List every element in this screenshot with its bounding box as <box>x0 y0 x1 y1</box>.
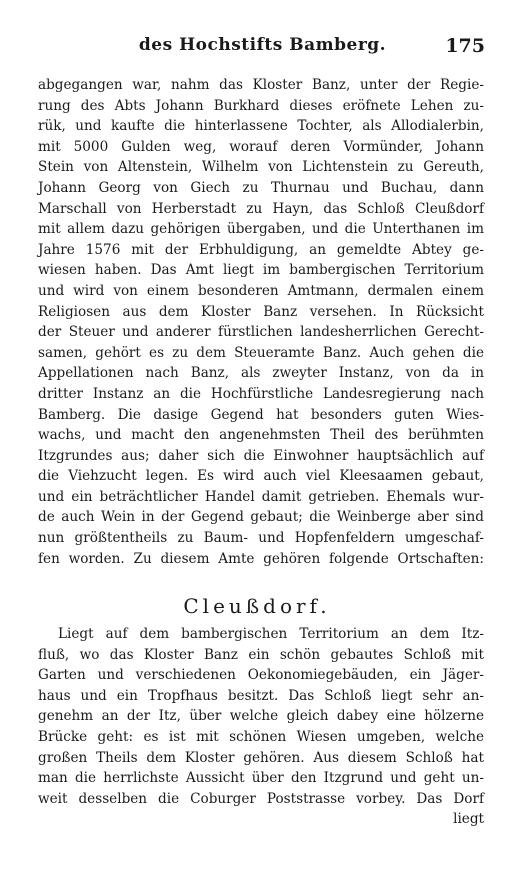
text-line: Liegt auf dem bambergischen Territorium an dem Itz- <box>58 626 484 642</box>
text-line: wiesen haben. Das Amt liegt im bambergischen Territorium <box>38 262 484 279</box>
text-line: großen Theils dem Kloster gehören. Aus diesem Schloß hat <box>38 749 484 766</box>
text-line: Religiosen aus dem Kloster Banz versehen. In Rücksicht <box>38 303 484 320</box>
text-line: Johann Georg von Giech zu Thurnau und Buchau, dann <box>38 179 484 196</box>
text-line: Garten und verschiedenen Oekonomiegebäuden, ein Jäger- <box>38 667 484 684</box>
text-line: mit 5000 Gulden weg, worauf deren Vormünder, Johann <box>38 138 484 155</box>
text-line: fluß, wo das Kloster Banz ein schön gebautes Schloß mit <box>38 646 484 663</box>
text-line: weit desselben die Coburger Poststrasse vorbey. Das Dorf <box>38 790 484 807</box>
text-line: und ein beträchtlicher Handel damit getrieben. Ehemals wur- <box>38 488 484 505</box>
running-head <box>40 35 485 65</box>
text-line: Appellationen nach Banz, als zweyter Instanz, von da in <box>38 365 484 382</box>
page-number: 175 <box>445 35 485 57</box>
text-line: Brücke geht: es ist mit schönen Wiesen umgeben, welche <box>38 728 484 745</box>
text-line: genehm an der Itz, über welche gleich dabey eine hölzerne <box>38 708 484 725</box>
text-line: dritter Instanz an die Hochfürstliche Landesregierung nach <box>38 385 484 402</box>
text-line: rung des Abts Johann Burkhard dieses eröfnete Lehen zu- <box>38 97 484 114</box>
text-line: Stein von Altenstein, Wilhelm von Lichtenstein zu Gereuth, <box>38 159 484 176</box>
paragraph-main <box>38 75 484 569</box>
text-line: Itzgrundes aus; daher sich die Einwohner hauptsächlich auf <box>38 447 484 464</box>
text-line: rük, und kaufte die hinterlassene Tochter, als Allodialerbin, <box>38 118 484 135</box>
catchword: liegt <box>453 811 484 828</box>
text-line: wachs, und macht den angenehmsten Theil des berühmten <box>38 427 484 444</box>
text-line: abgegangen war, nahm das Kloster Banz, unter der Regie- <box>38 77 484 93</box>
text-line: und wird von einem besonderen Amtmann, dermalen einem <box>38 282 484 299</box>
text-line: Marschall von Herberstadt zu Hayn, das Schloß Cleußdorf <box>38 200 484 217</box>
text-line: haus und ein Tropfhaus besitzt. Das Schloß liegt sehr an- <box>38 687 484 704</box>
text-line: de auch Wein in der Gegend gebaut; die Weinberge aber sind <box>38 509 484 526</box>
text-line: der Steuer und anderer fürstlichen landesherrlichen Gerecht- <box>38 324 484 341</box>
text-line: die Viehzucht legen. Es wird auch viel Kleesaamen gebaut, <box>38 468 484 485</box>
running-title: des Hochstifts Bamberg. <box>138 35 387 55</box>
paragraph-cleussdorf <box>38 624 484 830</box>
text-line: Jahre 1576 mit der Erbhuldigung, an gemeldte Abtey ge- <box>38 241 484 258</box>
text-line: nun größtentheils zu Baum- und Hopfenfeldern umgeschaf- <box>38 530 484 547</box>
text-line: samen, gehört es zu dem Steueramte Banz. Auch gehen die <box>38 344 484 361</box>
text-line: fen worden. Zu diesem Amte gehören folgende Ortschaften: <box>38 550 484 567</box>
text-line: man die herrlichste Aussicht über den Itzgrund und geht un- <box>38 770 484 787</box>
text-line: Bamberg. Die dasige Gegend hat besonders guten Wies- <box>38 406 484 423</box>
text-line: mit allem dazu gehörigen übergaben, und die Unterthanen im <box>38 221 484 238</box>
section-heading: Cleußdorf. <box>183 594 331 618</box>
